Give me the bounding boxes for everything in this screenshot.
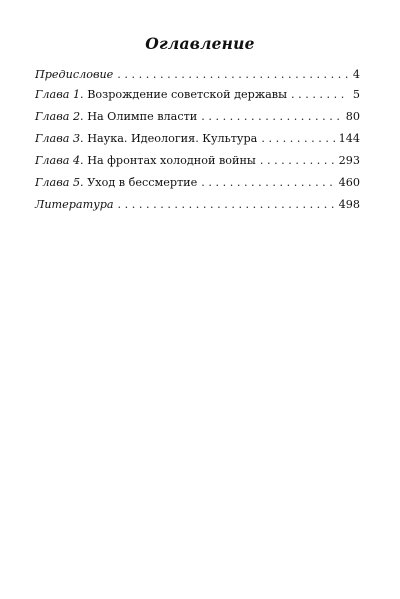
toc-chapter-prefix: Глава 3.: [35, 132, 84, 145]
dot-leader: [201, 176, 334, 190]
toc-entry-preface: [35, 68, 360, 88]
toc-entry-chapter-2: [35, 110, 360, 132]
toc-entry-chapter-5: [35, 176, 360, 198]
dot-leader: [261, 132, 334, 146]
dot-leader: [201, 110, 342, 124]
dot-leader: [291, 88, 349, 102]
toc-chapter-prefix: Глава 4.: [35, 154, 84, 167]
toc-chapter-prefix: Глава 1.: [35, 88, 84, 101]
toc-page-number: 4: [352, 68, 360, 81]
toc-chapter-prefix: Глава 5.: [35, 176, 84, 189]
toc-chapter-title: Возрождение советской державы: [87, 88, 287, 101]
table-of-contents: [35, 68, 360, 220]
toc-page-number: 144: [338, 132, 360, 145]
dot-leader: [117, 68, 349, 82]
toc-heading: Оглавление: [145, 34, 255, 53]
toc-page-number: 5: [352, 88, 360, 101]
toc-entry-chapter-1: [35, 88, 360, 110]
toc-page-number: 498: [338, 198, 360, 211]
toc-page-number: 293: [338, 154, 360, 167]
toc-chapter-prefix: Глава 2.: [35, 110, 84, 123]
toc-entry-chapter-4: [35, 154, 360, 176]
dot-leader: [118, 198, 335, 212]
toc-page-number: 80: [345, 110, 360, 123]
toc-entry-label: Литература: [35, 198, 114, 211]
toc-entry-label: Предисловие: [35, 68, 114, 81]
dot-leader: [260, 154, 335, 168]
toc-entry-bibliography: [35, 198, 360, 220]
toc-page-number: 460: [338, 176, 360, 189]
toc-chapter-title: Уход в бессмертие: [87, 176, 198, 189]
toc-chapter-title: На фронтах холодной войны: [87, 154, 256, 167]
toc-chapter-title: Наука. Идеология. Культура: [87, 132, 258, 145]
toc-entry-chapter-3: [35, 132, 360, 154]
toc-chapter-title: На Олимпе власти: [87, 110, 198, 123]
